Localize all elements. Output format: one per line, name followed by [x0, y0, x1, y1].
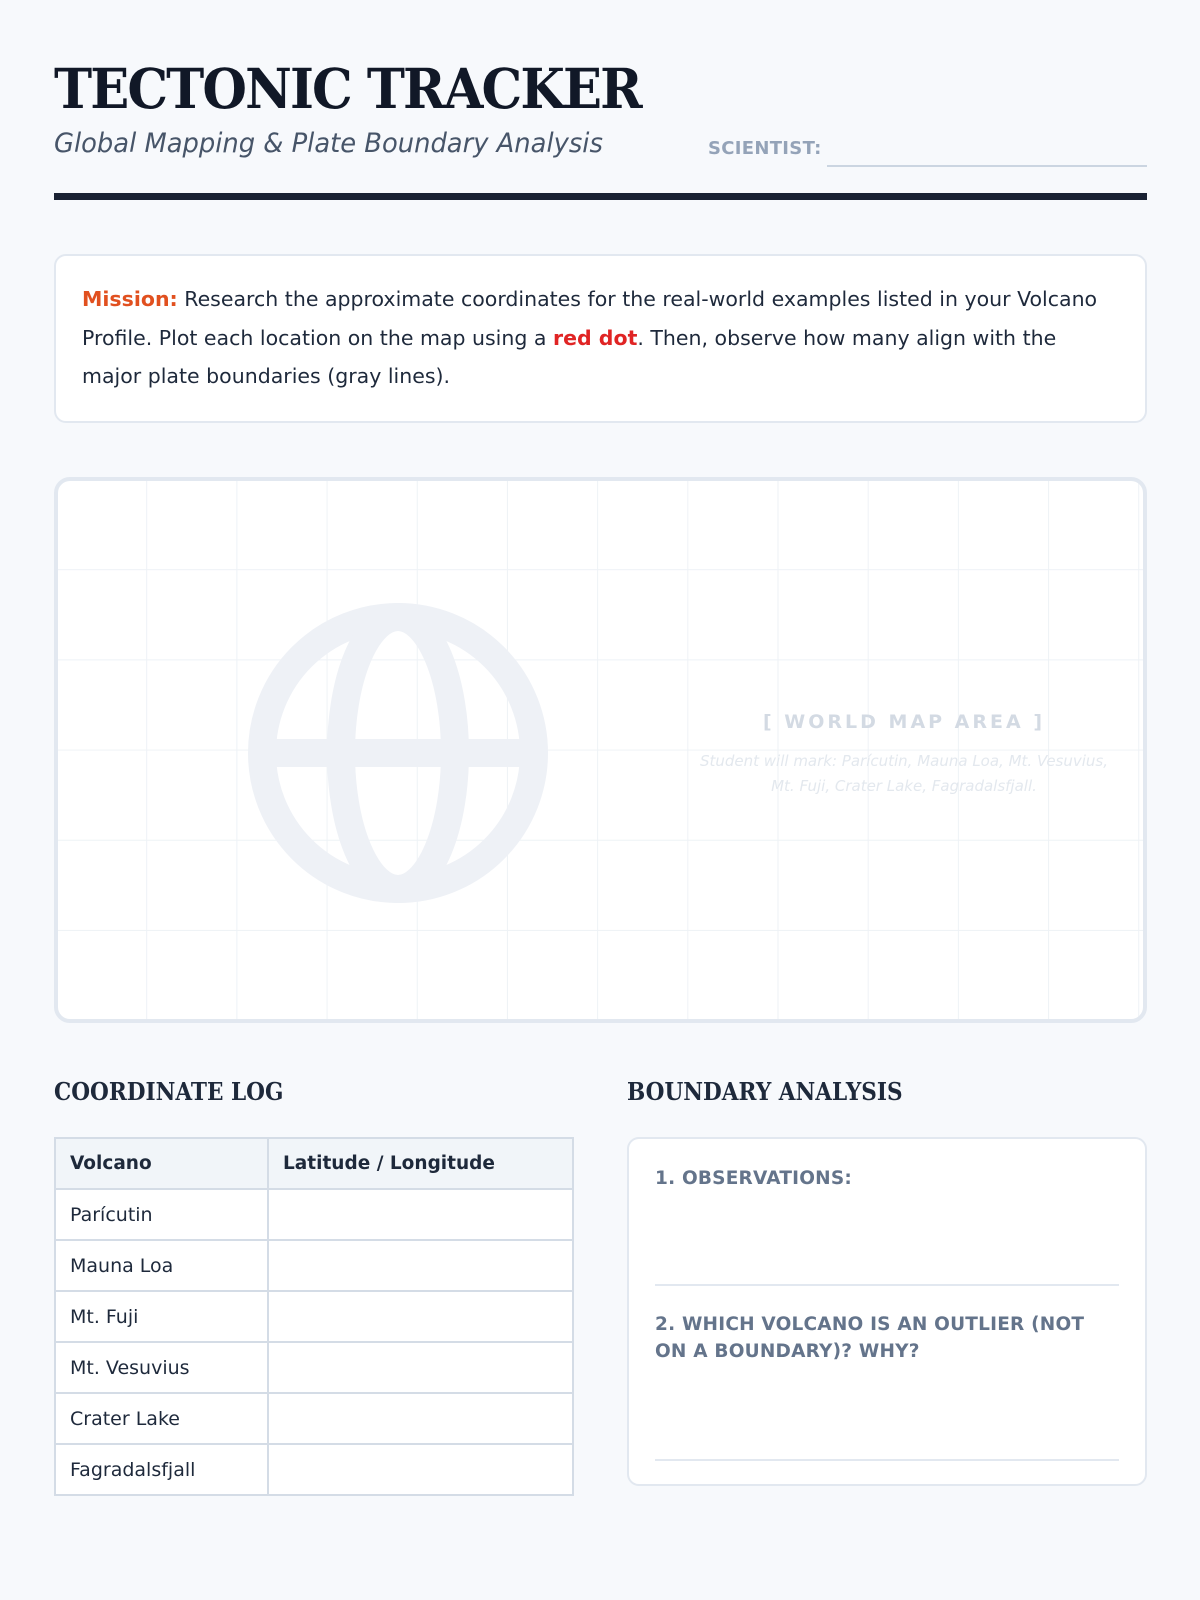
mission-box — [54, 254, 1147, 423]
coordinates-input-cell[interactable] — [268, 1342, 573, 1393]
coordinate-log-title: COORDINATE LOG — [54, 1077, 284, 1106]
table-header-row — [55, 1138, 573, 1189]
table-row — [55, 1291, 573, 1342]
scientist-name-field[interactable] — [827, 137, 1147, 167]
table-row — [55, 1444, 573, 1495]
globe-icon — [248, 603, 548, 903]
volcano-name-cell: Mt. Vesuvius — [55, 1342, 268, 1393]
volcano-name-cell: Fagradalsfjall — [55, 1444, 268, 1495]
map-area-title: [ WORLD MAP AREA ] — [763, 711, 1045, 733]
table-row — [55, 1189, 573, 1240]
header-divider — [54, 193, 1147, 200]
table-row — [55, 1342, 573, 1393]
outlier-question: 2. WHICH VOLCANO IS AN OUTLIER (NOT ON A BOUNDARY)? WHY? — [655, 1314, 1085, 1362]
map-area-hint: Student will mark: Parícutin, Mauna Loa, Mt. Vesuvius, Mt. Fuji, Crater Lake, Fagradalsfjall. — [699, 752, 1109, 795]
volcano-name-cell: Mauna Loa — [55, 1240, 268, 1291]
column-header-coordinates: Latitude / Longitude — [268, 1138, 573, 1189]
boundary-analysis-box — [627, 1137, 1147, 1486]
coordinates-input-cell[interactable] — [268, 1393, 573, 1444]
mission-highlight: red dot — [552, 325, 638, 350]
coordinates-input-cell[interactable] — [268, 1291, 573, 1342]
volcano-name-cell: Parícutin — [55, 1189, 268, 1240]
mission-text-after: . Then, observe how many align with the major plate boundaries (gray lines). — [82, 325, 1057, 388]
world-map-area[interactable] — [54, 477, 1147, 1023]
coordinate-log-table — [54, 1137, 574, 1496]
coordinates-input-cell[interactable] — [268, 1444, 573, 1495]
outlier-answer-line[interactable] — [655, 1459, 1119, 1461]
volcano-name-cell: Crater Lake — [55, 1393, 268, 1444]
volcano-name-cell: Mt. Fuji — [55, 1291, 268, 1342]
mission-text-before: Research the approximate coordinates for the real-world examples listed in your Volcano Profile. Plot each location on the map using a — [82, 287, 1098, 350]
coordinates-input-cell[interactable] — [268, 1189, 573, 1240]
page-title: TECTONIC TRACKER — [54, 56, 641, 121]
observations-question: 1. OBSERVATIONS: — [655, 1168, 852, 1189]
page-subtitle: Global Mapping & Plate Boundary Analysis — [54, 128, 603, 159]
coordinates-input-cell[interactable] — [268, 1240, 573, 1291]
table-row — [55, 1393, 573, 1444]
boundary-analysis-title: BOUNDARY ANALYSIS — [627, 1077, 903, 1106]
column-header-volcano: Volcano — [55, 1138, 268, 1189]
scientist-label: SCIENTIST: — [708, 138, 822, 159]
mission-label: Mission: — [82, 287, 178, 311]
observations-answer-line[interactable] — [655, 1284, 1119, 1286]
table-row — [55, 1240, 573, 1291]
